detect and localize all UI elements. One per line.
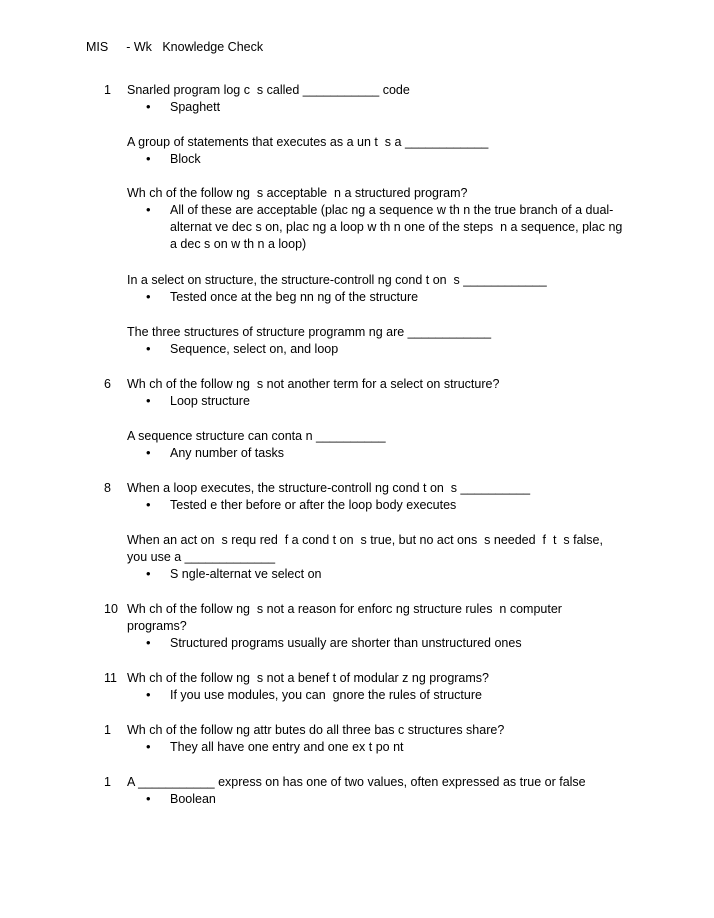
question-text: Wh ch of the follow ng s not a reason for enforc ng structure rules n computer programs? xyxy=(127,602,562,633)
bullet-icon: • xyxy=(146,202,151,217)
question-text: Wh ch of the follow ng s acceptable n a structured program? xyxy=(127,186,468,200)
question-number: 8 xyxy=(104,481,111,495)
bullet-icon: • xyxy=(146,635,151,650)
answer-text: They all have one entry and one ex t po nt xyxy=(170,740,404,754)
question-text: Snarled program log c s called ___________ code xyxy=(127,83,410,97)
answer-text: Block xyxy=(170,152,201,166)
bullet-icon: • xyxy=(146,289,151,304)
question-text: In a select on structure, the structure-controll ng cond t on s ____________ xyxy=(127,273,547,287)
answer-text: Loop structure xyxy=(170,394,250,408)
question-number: 6 xyxy=(104,377,111,391)
question-number: 11 xyxy=(104,671,117,685)
bullet-icon: • xyxy=(146,791,151,806)
bullet-icon: • xyxy=(146,687,151,702)
bullet-icon: • xyxy=(146,151,151,166)
question-text: When a loop executes, the structure-controll ng cond t on s __________ xyxy=(127,481,531,495)
question-text: Wh ch of the follow ng s not a benef t of modular z ng programs? xyxy=(127,671,489,685)
question-number: 10 xyxy=(104,602,118,616)
bullet-icon: • xyxy=(146,497,151,512)
bullet-icon: • xyxy=(146,739,151,754)
bullet-icon: • xyxy=(146,99,151,114)
question-text: A group of statements that executes as a un t s a ____________ xyxy=(127,135,489,149)
question-text: Wh ch of the follow ng attr butes do all three bas c structures share? xyxy=(127,723,505,737)
document-header xyxy=(86,39,263,56)
answer-text: Spaghett xyxy=(170,100,221,114)
answer-text: All of these are acceptable (plac ng a sequence w th n the true branch of a dual- alternat ve dec s on, plac ng a loop w th n one of the steps n a sequence, plac ng a dec s on w th n a loop) xyxy=(170,203,623,251)
answer-text: S ngle-alternat ve select on xyxy=(170,567,322,581)
question-text: The three structures of structure programm ng are ____________ xyxy=(127,325,492,339)
answer-text: Sequence, select on, and loop xyxy=(170,342,339,356)
question-text: A ___________ express on has one of two values, often expressed as true or false xyxy=(127,775,586,789)
question-text: Wh ch of the follow ng s not another term for a select on structure? xyxy=(127,377,500,391)
document-title: - Wk Knowledge Check xyxy=(126,40,264,54)
question-number: 1 xyxy=(104,83,111,97)
answer-text: Any number of tasks xyxy=(170,446,284,460)
bullet-icon: • xyxy=(146,393,151,408)
answer-text: Tested e ther before or after the loop body executes xyxy=(170,498,457,512)
question-number: 1 xyxy=(104,775,111,789)
answer-text: Structured programs usually are shorter than unstructured ones xyxy=(170,636,522,650)
question-text: When an act on s requ red f a cond t on s true, but no act ons s needed f t s false, you use a _____________ xyxy=(127,533,603,564)
bullet-icon: • xyxy=(146,445,151,460)
course-code: MIS xyxy=(86,40,109,54)
question-text: A sequence structure can conta n __________ xyxy=(127,429,386,443)
answer-text: Tested once at the beg nn ng of the structure xyxy=(170,290,419,304)
bullet-icon: • xyxy=(146,341,151,356)
answer-text: If you use modules, you can gnore the rules of structure xyxy=(170,688,482,702)
question-number: 1 xyxy=(104,723,111,737)
answer-text: Boolean xyxy=(170,792,216,806)
bullet-icon: • xyxy=(146,566,151,581)
